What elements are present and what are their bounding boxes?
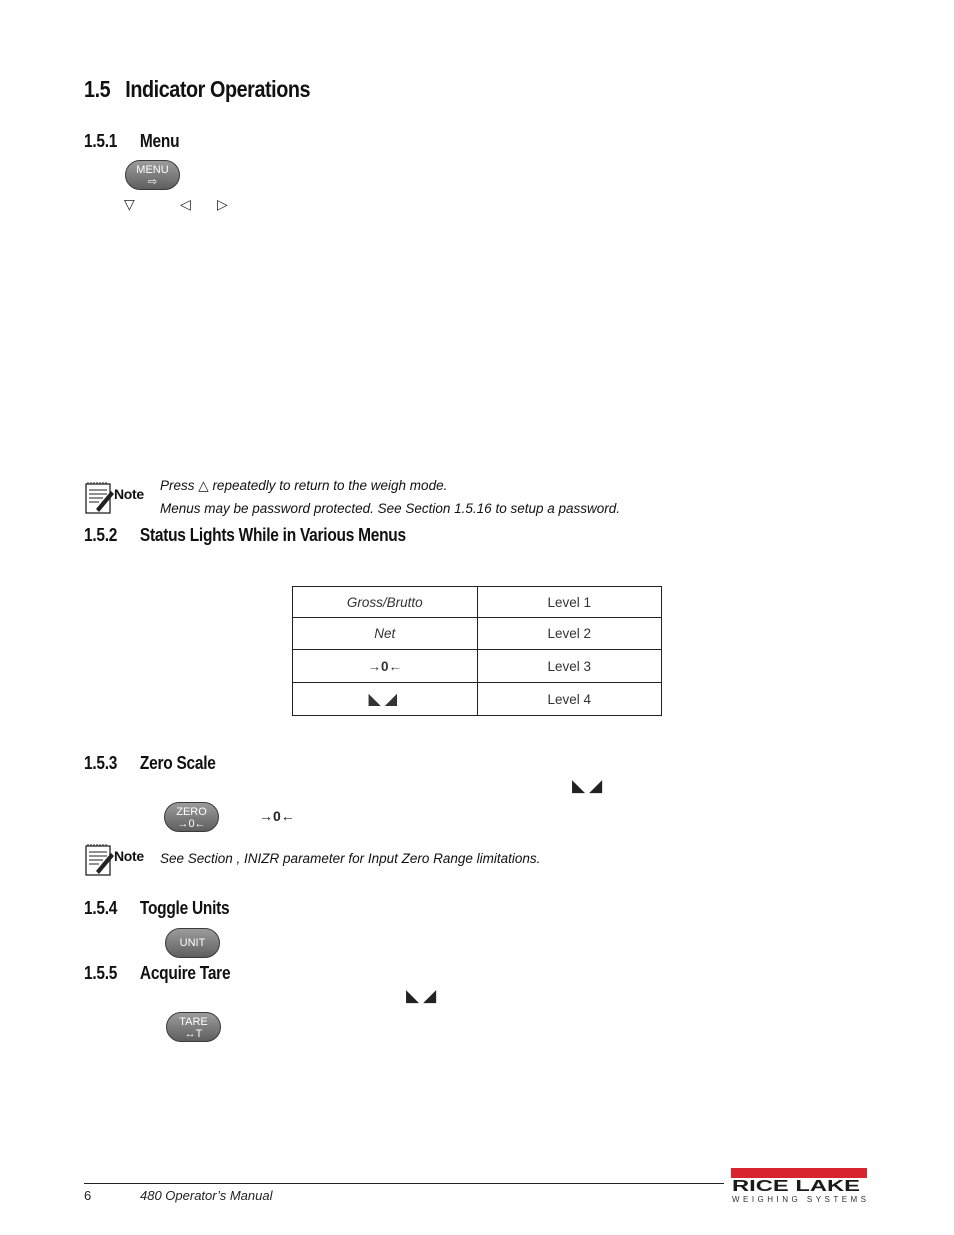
key-label: MENU — [136, 164, 169, 176]
tare-icon: ↔T — [184, 1028, 203, 1040]
table-row — [293, 618, 662, 650]
subsection-heading-zero-scale — [84, 753, 216, 774]
manual-title: 480 Operator’s Manual — [140, 1188, 273, 1203]
table-cell-level: Level 4 — [477, 683, 662, 716]
rice-lake-logo — [731, 1168, 867, 1208]
note-text: See Section , INIZR parameter for Input Zero Range limitations. — [160, 851, 541, 866]
section-heading — [84, 76, 310, 103]
standstill-icon: ◣◢ — [293, 683, 478, 716]
tare-key-button[interactable] — [166, 1012, 221, 1042]
logo-name: RICE LAKE — [732, 1178, 861, 1195]
subsection-heading-menu — [84, 131, 179, 152]
subsection-number: 1.5.5 — [84, 963, 118, 983]
note-text: repeatedly to return to the weigh mode. — [212, 478, 448, 493]
up-arrow-icon: △ — [198, 478, 209, 493]
left-arrow-icon: ◁ — [180, 196, 191, 212]
table-cell-level: Level 2 — [477, 618, 662, 650]
table-cell-level: Level 3 — [477, 650, 662, 683]
note-label: Note — [114, 848, 144, 864]
note-label: Note — [114, 486, 144, 502]
subsection-title: Menu — [139, 131, 180, 151]
subsection-heading-toggle-units — [84, 898, 229, 919]
table-cell-light: Net — [293, 618, 478, 650]
subsection-number: 1.5.2 — [84, 525, 118, 545]
key-label: TARE — [179, 1016, 208, 1028]
right-arrow-icon: ▷ — [217, 196, 228, 212]
subsection-heading-acquire-tare — [84, 963, 230, 984]
subsection-title: Toggle Units — [139, 898, 230, 918]
center-of-zero-icon: →0← — [259, 808, 295, 824]
down-arrow-icon: ▽ — [124, 196, 135, 212]
section-title: Indicator Operations — [125, 76, 311, 102]
note-line-2: Menus may be password protected. See Section 1.5.16 to setup a password. — [160, 501, 621, 516]
subsection-number: 1.5.1 — [84, 131, 118, 151]
key-label: ZERO — [176, 806, 207, 818]
section-number: 1.5 — [84, 76, 111, 102]
center-of-zero-icon: →0← — [177, 818, 206, 830]
status-lights-table — [292, 586, 662, 716]
menu-exit-icon: ⇨ — [147, 176, 158, 188]
zero-key-button[interactable] — [164, 802, 219, 832]
menu-key-button[interactable] — [125, 160, 180, 190]
subsection-title: Acquire Tare — [139, 963, 231, 983]
table-cell-light: Gross/Brutto — [293, 587, 478, 618]
subsection-title: Status Lights While in Various Menus — [139, 525, 406, 545]
logo-tagline: WEIGHING SYSTEMS — [732, 1195, 866, 1204]
subsection-number: 1.5.3 — [84, 753, 118, 773]
footer-divider — [84, 1183, 724, 1184]
unit-key-button[interactable]: UNIT — [165, 928, 220, 958]
subsection-heading-status-lights — [84, 525, 406, 546]
table-cell-level: Level 1 — [477, 587, 662, 618]
page-number: 6 — [84, 1188, 92, 1203]
subsection-number: 1.5.4 — [84, 898, 118, 918]
table-row — [293, 650, 662, 683]
subsection-title: Zero Scale — [139, 753, 216, 773]
table-row — [293, 683, 662, 716]
standstill-icon: ◣◢ — [406, 986, 441, 1005]
center-of-zero-icon: →0← — [293, 650, 478, 683]
note-text: Press — [160, 478, 195, 493]
note-line-1 — [160, 474, 447, 497]
standstill-icon: ◣◢ — [572, 776, 607, 795]
table-row — [293, 587, 662, 618]
